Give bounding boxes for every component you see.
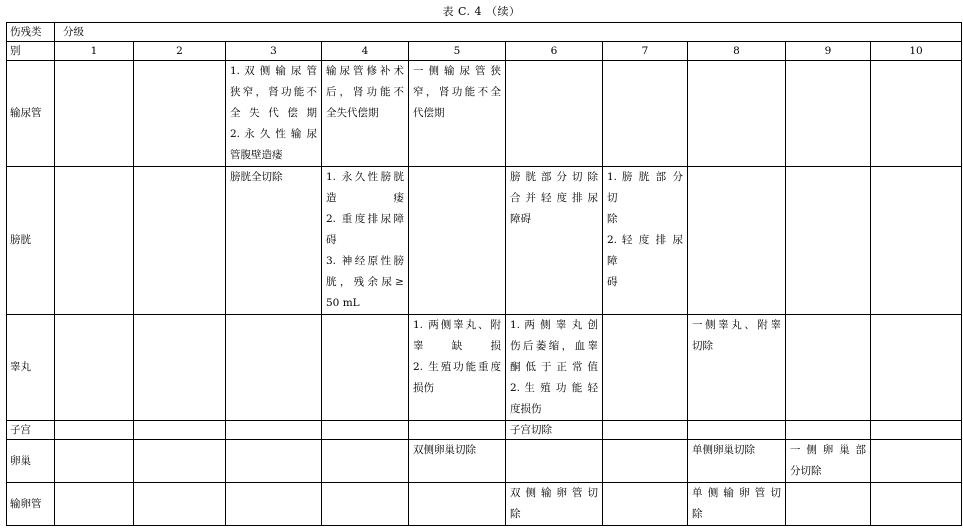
cell-ureter-5 xyxy=(409,61,506,167)
cell-text-line: 胱，残余尿≥ xyxy=(326,276,404,288)
grade-header-3: 3 xyxy=(226,42,322,61)
cell-bladder-2 xyxy=(134,167,226,315)
grade-number-row xyxy=(7,42,962,61)
cell-testis-4 xyxy=(322,315,409,421)
cell-uterus-4 xyxy=(322,421,409,440)
cell-text-line: 子宫切除 xyxy=(510,424,552,436)
table-caption: 表 C. 4 （续） xyxy=(442,5,521,18)
cell-text-line: 损伤 xyxy=(413,382,434,394)
cell-text-line: 管腹壁造瘘 xyxy=(230,149,283,161)
cell-uterus-1 xyxy=(55,421,134,440)
cell-text-line: 狭窄，肾功能不 xyxy=(230,86,317,98)
grade-header-1: 1 xyxy=(55,42,134,61)
grade-header-2: 2 xyxy=(134,42,226,61)
cell-tube-8 xyxy=(688,483,786,526)
table-row-ovary xyxy=(7,440,962,483)
cell-text-line: 单 侧 输 卵 管 切 xyxy=(692,487,781,499)
grade-header-7: 7 xyxy=(603,42,688,61)
cell-text-line: 造瘘 xyxy=(326,192,404,204)
grade-header-5: 5 xyxy=(409,42,506,61)
cell-text-line: 2. 永 久 性 输 尿 xyxy=(230,128,317,140)
cell-text-line: 除 xyxy=(510,508,521,520)
cell-text-line: 睾缺损 xyxy=(413,340,501,352)
cell-bladder-3 xyxy=(226,167,322,315)
cell-ovary-6 xyxy=(506,440,603,483)
cell-tube-9 xyxy=(786,483,871,526)
organ-label-ureter: 输尿管 xyxy=(7,61,55,167)
cell-ovary-8 xyxy=(688,440,786,483)
cell-ovary-7 xyxy=(603,440,688,483)
cell-text-line: 双侧输卵管切 xyxy=(510,487,598,499)
cell-text-line: 1. 永久性膀胱 xyxy=(326,171,404,183)
cell-text-line: 3. 神经原性膀 xyxy=(326,255,404,267)
cell-uterus-9 xyxy=(786,421,871,440)
cell-text-line: 膀胱部分切除 xyxy=(510,171,598,183)
cell-ovary-4 xyxy=(322,440,409,483)
grade-header-10: 10 xyxy=(871,42,962,61)
cell-text-line: 一 侧 卵 巢 部 xyxy=(790,444,866,456)
cell-text-line: 输尿管修补术 xyxy=(326,65,404,77)
table-row-bladder xyxy=(7,167,962,315)
cell-tube-5 xyxy=(409,483,506,526)
cell-ovary-3 xyxy=(226,440,322,483)
cell-text-line: 50 mL xyxy=(326,297,360,309)
cell-bladder-1 xyxy=(55,167,134,315)
cell-text-line: 2. 重度排尿障 xyxy=(326,213,404,225)
cell-text-line: 2. 生 殖 功 能 轻 xyxy=(510,382,598,394)
cell-ovary-10 xyxy=(871,440,962,483)
cell-bladder-6 xyxy=(506,167,603,315)
cell-testis-7 xyxy=(603,315,688,421)
cell-testis-3 xyxy=(226,315,322,421)
cell-ureter-4 xyxy=(322,61,409,167)
cell-text-line: 酮低于正常值 xyxy=(510,361,598,373)
cell-ovary-9 xyxy=(786,440,871,483)
cell-text-line: 双侧卵巢切除 xyxy=(413,444,476,456)
cell-text-line: 碍 xyxy=(607,276,618,288)
cell-tube-10 xyxy=(871,483,962,526)
corner-label-bottom: 别 xyxy=(7,42,55,61)
cell-testis-8 xyxy=(688,315,786,421)
cell-uterus-8 xyxy=(688,421,786,440)
cell-ureter-10 xyxy=(871,61,962,167)
organ-label-ovary: 卵巢 xyxy=(7,440,55,483)
corner-label-top: 伤残类 xyxy=(7,23,55,42)
cell-bladder-7 xyxy=(603,167,688,315)
cell-text-line: 1. 两 侧 睾 丸 创 xyxy=(510,319,598,331)
cell-text-line: 伤后萎缩，血睾 xyxy=(510,340,598,352)
cell-tube-4 xyxy=(322,483,409,526)
cell-text-line: 膀胱全切除 xyxy=(230,171,283,183)
cell-text-line: 碍 xyxy=(326,234,337,246)
table-row-testis xyxy=(7,315,962,421)
cell-text-line: 后，肾功能不 xyxy=(326,86,404,98)
cell-ureter-2 xyxy=(134,61,226,167)
grade-group-label: 分级 xyxy=(55,23,962,42)
cell-bladder-4 xyxy=(322,167,409,315)
table-row-uterus xyxy=(7,421,962,440)
disability-grade-table xyxy=(6,22,962,526)
cell-bladder-5 xyxy=(409,167,506,315)
cell-tube-1 xyxy=(55,483,134,526)
cell-testis-2 xyxy=(134,315,226,421)
cell-text-line: 全失代偿期 xyxy=(230,107,317,119)
cell-text-line: 除 xyxy=(607,213,618,225)
table-row-fallopian-tube xyxy=(7,483,962,526)
cell-testis-9 xyxy=(786,315,871,421)
cell-text-line: 1. 双 侧 输 尿 管 xyxy=(230,65,317,77)
cell-ovary-1 xyxy=(55,440,134,483)
organ-label-bladder: 膀胱 xyxy=(7,167,55,315)
cell-bladder-10 xyxy=(871,167,962,315)
organ-label-testis: 睾丸 xyxy=(7,315,55,421)
cell-text-line: 代偿期 xyxy=(413,107,445,119)
cell-uterus-10 xyxy=(871,421,962,440)
cell-text-line: 一侧输尿管狭 xyxy=(413,65,501,77)
cell-uterus-7 xyxy=(603,421,688,440)
cell-ureter-6 xyxy=(506,61,603,167)
cell-text-line: 一侧睾丸、附睾 xyxy=(692,319,781,331)
cell-uterus-3 xyxy=(226,421,322,440)
cell-bladder-9 xyxy=(786,167,871,315)
cell-text-line: 除 xyxy=(692,508,703,520)
grade-header-6: 6 xyxy=(506,42,603,61)
cell-text-line: 合并轻度排尿 xyxy=(510,192,598,204)
cell-text-line: 2. 轻 度 排 尿 障 xyxy=(607,234,683,267)
cell-ureter-8 xyxy=(688,61,786,167)
cell-text-line: 分切除 xyxy=(790,465,822,477)
cell-uterus-2 xyxy=(134,421,226,440)
cell-testis-10 xyxy=(871,315,962,421)
grade-header-4: 4 xyxy=(322,42,409,61)
cell-text-line: 单侧卵巢切除 xyxy=(692,444,755,456)
cell-tube-6 xyxy=(506,483,603,526)
cell-text-line: 全失代偿期 xyxy=(326,107,379,119)
cell-text-line: 窄，肾功能不全 xyxy=(413,86,501,98)
cell-testis-6 xyxy=(506,315,603,421)
cell-bladder-8 xyxy=(688,167,786,315)
grade-header-9: 9 xyxy=(786,42,871,61)
organ-label-uterus: 子宫 xyxy=(7,421,55,440)
cell-ovary-2 xyxy=(134,440,226,483)
cell-tube-7 xyxy=(603,483,688,526)
cell-text-line: 切除 xyxy=(692,340,713,352)
cell-uterus-5 xyxy=(409,421,506,440)
cell-testis-5 xyxy=(409,315,506,421)
cell-tube-3 xyxy=(226,483,322,526)
organ-label-fallopian-tube: 输卵管 xyxy=(7,483,55,526)
cell-testis-1 xyxy=(55,315,134,421)
cell-text-line: 1. 两侧睾丸、附 xyxy=(413,319,501,331)
cell-ovary-5 xyxy=(409,440,506,483)
cell-text-line: 2. 生殖功能重度 xyxy=(413,361,501,373)
header-row xyxy=(7,23,962,42)
cell-uterus-6 xyxy=(506,421,603,440)
grade-header-8: 8 xyxy=(688,42,786,61)
cell-tube-2 xyxy=(134,483,226,526)
cell-text-line: 障碍 xyxy=(510,213,531,225)
cell-text-line: 度损伤 xyxy=(510,403,542,415)
cell-ureter-1 xyxy=(55,61,134,167)
cell-text-line: 1. 膀 胱 部 分 切 xyxy=(607,171,683,204)
cell-ureter-3 xyxy=(226,61,322,167)
cell-ureter-7 xyxy=(603,61,688,167)
table-row-ureter xyxy=(7,61,962,167)
cell-ureter-9 xyxy=(786,61,871,167)
